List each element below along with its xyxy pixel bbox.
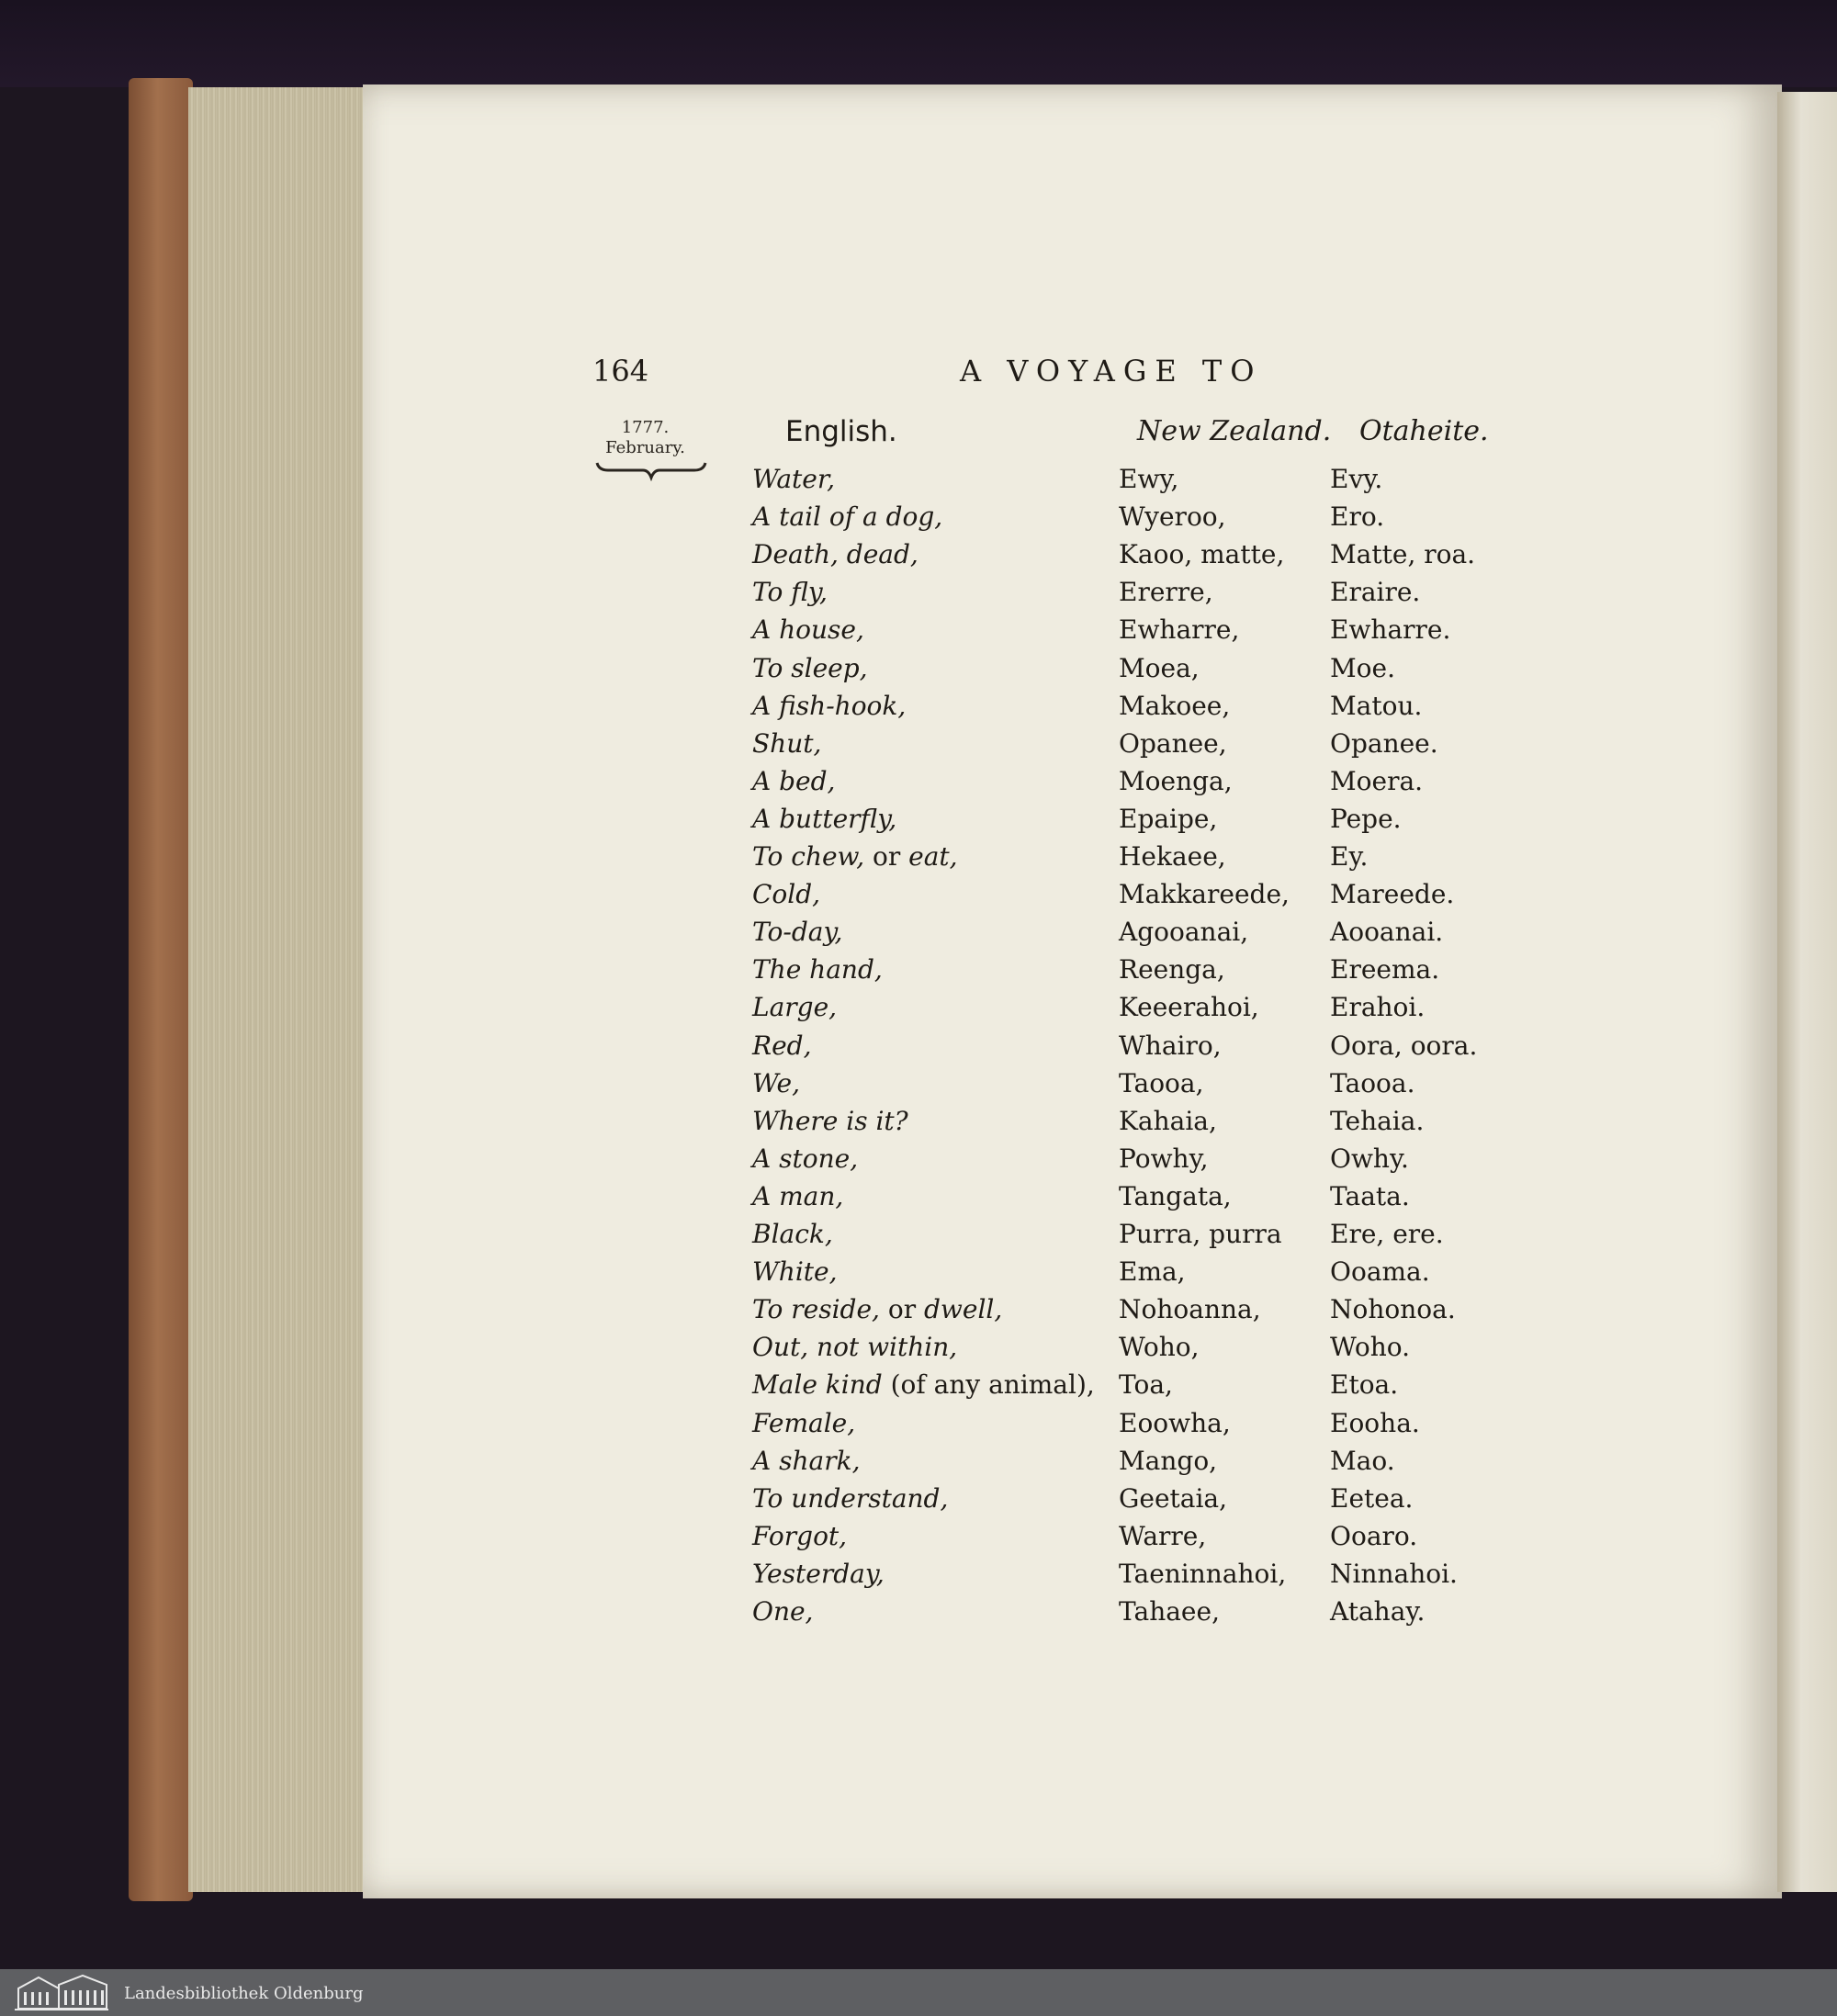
- table-row: [749, 1483, 1759, 1521]
- margin-note-month: February.: [605, 438, 685, 457]
- table-row: [749, 728, 1759, 766]
- english-term: A shark,: [752, 1445, 861, 1476]
- english-word: [752, 1256, 838, 1287]
- new-zealand-word: Makoee,: [1119, 690, 1231, 721]
- english-word: [752, 1521, 847, 1551]
- english-word: [752, 614, 864, 645]
- new-zealand-word: Purra, purra: [1119, 1219, 1282, 1249]
- otaheite-word: Eooha.: [1330, 1407, 1420, 1438]
- english-word: [752, 954, 883, 985]
- table-row: [749, 1219, 1759, 1256]
- new-zealand-word: Opanee,: [1119, 727, 1227, 759]
- page-edges: [188, 87, 367, 1892]
- table-row: [749, 1332, 1759, 1369]
- otaheite-word: Moe.: [1330, 652, 1395, 683]
- column-header-english: English.: [785, 415, 897, 448]
- english-term: Yesterday,: [752, 1558, 885, 1589]
- otaheite-word: Matte, roa.: [1330, 539, 1476, 570]
- otaheite-word: Eraire.: [1330, 577, 1421, 608]
- english-term: One,: [752, 1596, 814, 1627]
- table-row: [749, 1031, 1759, 1068]
- english-term: Male kind: [752, 1369, 883, 1401]
- english-term: Where is it?: [752, 1105, 908, 1136]
- table-row: [749, 879, 1759, 917]
- new-zealand-word: Reenga,: [1119, 954, 1225, 985]
- english-word: [752, 501, 942, 532]
- new-zealand-word: Woho,: [1119, 1332, 1200, 1363]
- english-word: [752, 653, 868, 683]
- english-word: [752, 1219, 833, 1249]
- english-term: A bed,: [752, 765, 836, 796]
- margin-note: [588, 418, 703, 458]
- otaheite-word: Mareede.: [1330, 879, 1455, 910]
- new-zealand-word: Taooa,: [1119, 1067, 1204, 1098]
- english-term: A fish-hook,: [752, 690, 907, 721]
- background-top: [0, 0, 1837, 87]
- english-word: [752, 577, 828, 607]
- table-row: [749, 1369, 1759, 1407]
- table-row: [749, 1181, 1759, 1219]
- otaheite-word: Taooa.: [1330, 1067, 1415, 1098]
- new-zealand-word: Moea,: [1119, 652, 1200, 683]
- english-term: To fly,: [752, 577, 828, 608]
- margin-note-year: 1777.: [621, 418, 670, 437]
- table-row: [749, 1408, 1759, 1446]
- english-word: [752, 1483, 948, 1514]
- otaheite-word: Woho.: [1330, 1332, 1411, 1363]
- new-zealand-word: Epaipe,: [1119, 803, 1218, 834]
- new-zealand-word: Nohoanna,: [1119, 1294, 1261, 1325]
- english-word: [752, 766, 835, 796]
- running-head: A VOYAGE TO: [960, 354, 1263, 389]
- english-term: Cold,: [752, 879, 821, 910]
- english-term: The hand,: [752, 954, 883, 985]
- otaheite-word: Atahay.: [1330, 1596, 1426, 1627]
- english-term: A tail of a dog,: [752, 501, 943, 533]
- otaheite-word: Matou.: [1330, 690, 1423, 721]
- english-alternate: dwell,: [924, 1294, 1003, 1325]
- column-header-otaheite: Otaheite.: [1359, 415, 1489, 447]
- english-word: [752, 1596, 813, 1627]
- otaheite-word: Ooama.: [1330, 1256, 1430, 1288]
- english-word: [752, 464, 835, 494]
- english-word: [752, 1106, 908, 1136]
- english-joiner: (of any animal),: [890, 1369, 1095, 1401]
- english-term: Large,: [752, 992, 838, 1023]
- new-zealand-word: Kaoo, matte,: [1119, 539, 1285, 570]
- new-zealand-word: Eoowha,: [1119, 1407, 1231, 1438]
- english-joiner: or: [887, 1294, 917, 1325]
- table-row: [749, 501, 1759, 539]
- new-zealand-word: Wyeroo,: [1119, 501, 1226, 533]
- otaheite-word: Eetea.: [1330, 1482, 1414, 1514]
- english-term: Red,: [752, 1030, 812, 1061]
- new-zealand-word: Ererre,: [1119, 577, 1213, 608]
- table-row: [749, 1068, 1759, 1106]
- otaheite-word: Moera.: [1330, 765, 1424, 796]
- table-row: [749, 1106, 1759, 1143]
- otaheite-word: Etoa.: [1330, 1369, 1399, 1401]
- new-zealand-word: Ewy,: [1119, 464, 1179, 494]
- new-zealand-word: Warre,: [1119, 1520, 1207, 1551]
- table-row: [749, 1596, 1759, 1634]
- otaheite-word: Ere, ere.: [1330, 1219, 1444, 1249]
- english-term: To chew,: [752, 841, 865, 872]
- english-word: [752, 1031, 811, 1061]
- otaheite-word: Taata.: [1330, 1180, 1410, 1211]
- otaheite-word: Ereema.: [1330, 954, 1440, 985]
- new-zealand-word: Makkareede,: [1119, 879, 1290, 910]
- english-term: Death, dead,: [752, 539, 918, 570]
- english-term: Black,: [752, 1219, 833, 1249]
- otaheite-word: Opanee.: [1330, 727, 1438, 759]
- new-zealand-word: Ema,: [1119, 1256, 1186, 1288]
- table-row: [749, 1446, 1759, 1483]
- english-term: White,: [752, 1256, 838, 1288]
- english-term: To-day,: [752, 917, 843, 948]
- otaheite-word: Ey.: [1330, 841, 1369, 872]
- otaheite-word: Owhy.: [1330, 1143, 1409, 1174]
- otaheite-word: Ooaro.: [1330, 1520, 1418, 1551]
- english-term: Out, not within,: [752, 1332, 958, 1363]
- english-word: [752, 1181, 843, 1211]
- english-term: To understand,: [752, 1482, 949, 1514]
- english-word: [752, 917, 842, 947]
- new-zealand-word: Mango,: [1119, 1445, 1218, 1476]
- otaheite-word: Pepe.: [1330, 803, 1402, 834]
- page-number: 164: [592, 354, 649, 389]
- facing-page-edge: [1777, 92, 1837, 1892]
- library-building-icon: [11, 1972, 112, 2012]
- otaheite-word: Mao.: [1330, 1445, 1395, 1476]
- english-term: To sleep,: [752, 652, 868, 683]
- english-word: [752, 1332, 957, 1362]
- english-word: [752, 804, 896, 834]
- english-word: [752, 879, 820, 909]
- table-row: [749, 614, 1759, 652]
- new-zealand-word: Toa,: [1119, 1369, 1173, 1401]
- english-word: [752, 1294, 1002, 1324]
- otaheite-word: Aooanai.: [1330, 917, 1444, 948]
- table-row: [749, 577, 1759, 614]
- library-name: Landesbibliothek Oldenburg: [124, 1984, 364, 2003]
- new-zealand-word: Taeninnahoi,: [1119, 1558, 1287, 1589]
- otaheite-word: Ewharre.: [1330, 614, 1451, 646]
- english-joiner: or: [873, 841, 901, 872]
- english-term: Female,: [752, 1407, 856, 1438]
- table-row: [749, 464, 1759, 501]
- english-term: A stone,: [752, 1143, 859, 1174]
- english-term: Forgot,: [752, 1520, 848, 1551]
- english-word: [752, 539, 918, 569]
- english-term: We,: [752, 1067, 800, 1098]
- table-row: [749, 766, 1759, 804]
- table-row: [749, 1256, 1759, 1294]
- new-zealand-word: Tangata,: [1119, 1180, 1232, 1211]
- new-zealand-word: Tahaee,: [1119, 1596, 1220, 1627]
- english-word: [752, 1408, 855, 1438]
- english-term: A house,: [752, 614, 864, 646]
- new-zealand-word: Hekaee,: [1119, 841, 1226, 872]
- table-row: [749, 954, 1759, 992]
- brace-icon: [595, 459, 707, 481]
- english-term: Water,: [752, 464, 836, 494]
- english-term: To reside,: [752, 1294, 880, 1325]
- english-word: [752, 992, 837, 1022]
- english-term: Shut,: [752, 727, 822, 759]
- english-word: [752, 1369, 1095, 1400]
- otaheite-word: Erahoi.: [1330, 992, 1426, 1023]
- otaheite-word: Evy.: [1330, 464, 1383, 494]
- table-row: [749, 917, 1759, 954]
- english-word: [752, 1143, 858, 1174]
- table-row: [749, 992, 1759, 1030]
- table-row: [749, 539, 1759, 577]
- english-word: [752, 1446, 860, 1476]
- english-word: [752, 841, 958, 872]
- otaheite-word: Ninnahoi.: [1330, 1558, 1458, 1589]
- english-word: [752, 1068, 800, 1098]
- english-word: [752, 728, 821, 759]
- table-row: [749, 1143, 1759, 1181]
- english-word: [752, 1559, 885, 1589]
- table-row: [749, 841, 1759, 879]
- table-row: [749, 1521, 1759, 1559]
- otaheite-word: Tehaia.: [1330, 1105, 1425, 1136]
- table-row: [749, 653, 1759, 691]
- new-zealand-word: Agooanai,: [1119, 917, 1249, 948]
- english-word: [752, 691, 906, 721]
- otaheite-word: Oora, oora.: [1330, 1030, 1478, 1061]
- new-zealand-word: Whairo,: [1119, 1030, 1222, 1061]
- table-row: [749, 691, 1759, 728]
- table-row: [749, 1294, 1759, 1332]
- column-header-new-zealand: New Zealand.: [1137, 415, 1332, 447]
- english-alternate: eat,: [908, 841, 958, 872]
- new-zealand-word: Geetaia,: [1119, 1482, 1228, 1514]
- new-zealand-word: Keeerahoi,: [1119, 992, 1259, 1023]
- otaheite-word: Nohonoa.: [1330, 1294, 1456, 1325]
- new-zealand-word: Moenga,: [1119, 765, 1233, 796]
- table-row: [749, 1559, 1759, 1596]
- english-term: A man,: [752, 1180, 844, 1211]
- new-zealand-word: Powhy,: [1119, 1143, 1209, 1174]
- table-row: [749, 804, 1759, 841]
- book-cover-edge: [129, 78, 193, 1901]
- english-term: A butterfly,: [752, 803, 897, 834]
- otaheite-word: Ero.: [1330, 501, 1385, 533]
- new-zealand-word: Ewharre,: [1119, 614, 1240, 646]
- new-zealand-word: Kahaia,: [1119, 1105, 1217, 1136]
